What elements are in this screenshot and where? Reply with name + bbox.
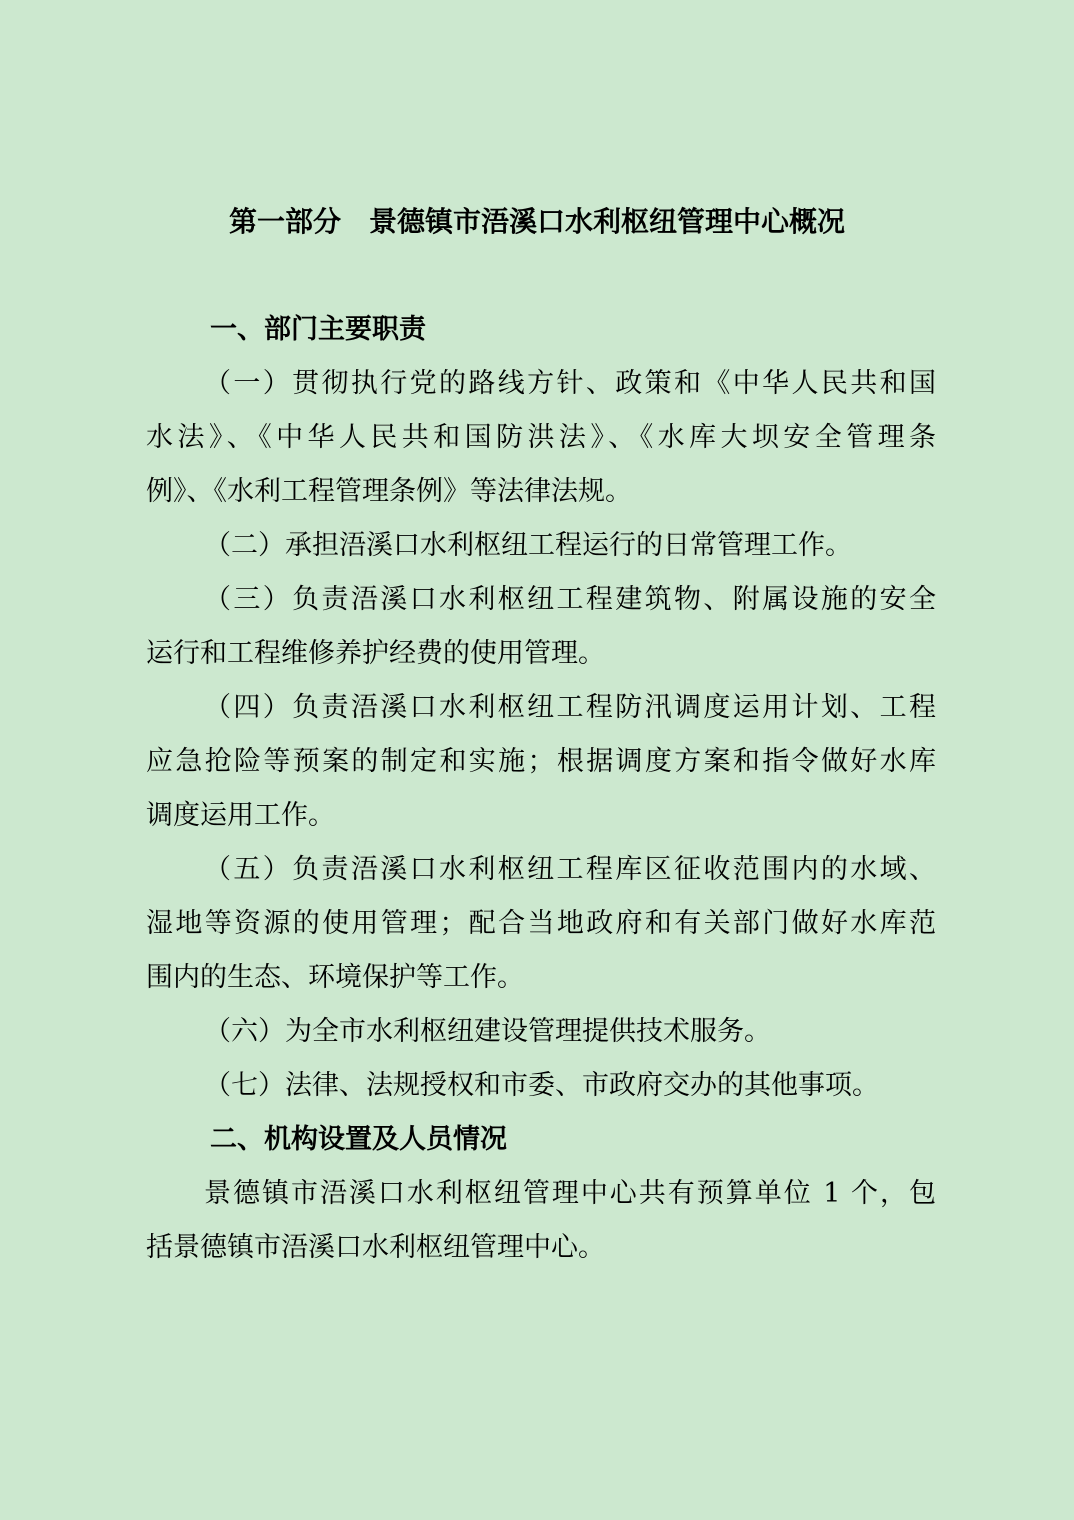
- paragraph-line: 调度运用工作。: [146, 800, 335, 831]
- paragraph-line: 水法》、《中华人民共和国防洪法》、《水库大坝安全管理条: [146, 422, 936, 453]
- section-heading-duties: 一、部门主要职责: [210, 314, 426, 345]
- paragraph-line: （六）为全市水利枢纽建设管理提供技术服务。: [204, 1016, 771, 1047]
- paragraph-line: 例》、《水利工程管理条例》等法律法规。: [146, 476, 632, 507]
- paragraph-line: 景德镇市浯溪口水利枢纽管理中心共有预算单位 1 个，包: [204, 1178, 936, 1209]
- page-title: 第一部分 景德镇市浯溪口水利枢纽管理中心概况: [228, 205, 845, 238]
- paragraph-line: 围内的生态、环境保护等工作。: [146, 962, 524, 993]
- paragraph-line: 应急抢险等预案的制定和实施；根据调度方案和指令做好水库: [146, 746, 936, 777]
- paragraph-line: （二）承担浯溪口水利枢纽工程运行的日常管理工作。: [204, 530, 852, 561]
- paragraph-line: （一）贯彻执行党的路线方针、政策和《中华人民共和国: [204, 368, 936, 399]
- paragraph-line: 湿地等资源的使用管理；配合当地政府和有关部门做好水库范: [146, 908, 936, 939]
- paragraph-line: （五）负责浯溪口水利枢纽工程库区征收范围内的水域、: [204, 854, 936, 885]
- paragraph-line: 运行和工程维修养护经费的使用管理。: [146, 638, 605, 669]
- paragraph-line: （三）负责浯溪口水利枢纽工程建筑物、附属设施的安全: [204, 584, 936, 615]
- paragraph-line: （七）法律、法规授权和市委、市政府交办的其他事项。: [204, 1070, 879, 1101]
- paragraph-line: 括景德镇市浯溪口水利枢纽管理中心。: [146, 1232, 605, 1263]
- paragraph-line: （四）负责浯溪口水利枢纽工程防汛调度运用计划、工程: [204, 692, 936, 723]
- section-heading-organization: 二、机构设置及人员情况: [210, 1124, 507, 1155]
